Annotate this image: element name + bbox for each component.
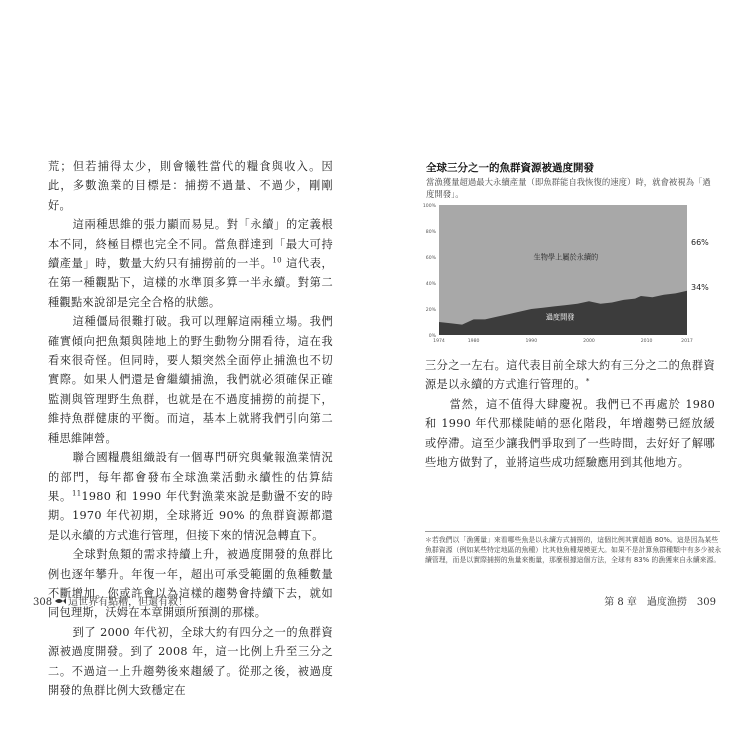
- paragraph-text: 聯合國糧農組織設有一個專門研究與彙報漁業情況的部門，每年都會發布全球漁業活動永續性的估算結果。: [48, 451, 333, 503]
- paragraph: [48, 448, 333, 545]
- paragraph-text: 這兩種思維的張力顯而易見。對「永續」的定義根本不同，終極目標也完全不同。當魚群達到「最大可持續產量」時，數量大約只有捕撈前的一半。: [48, 218, 333, 271]
- series-label-overexploited: 過度開發: [545, 312, 575, 322]
- fish-logo-icon: [54, 597, 66, 608]
- paragraph: [48, 157, 333, 215]
- paragraph-text: 這代表，在第一種觀點下，這樣的水準頂多算一半永續。對第二種觀點來說卻是完全合格的狀態。: [48, 257, 334, 309]
- x-tick-label: 2000: [583, 339, 595, 344]
- footnote-marker[interactable]: *: [585, 377, 590, 386]
- left-footer: [33, 593, 188, 608]
- x-tick-label: 1974: [433, 339, 445, 344]
- paragraph: [48, 215, 333, 312]
- page-number: 308: [33, 597, 53, 608]
- paragraph: [425, 395, 715, 473]
- footnote-divider: [425, 531, 720, 532]
- y-tick-label: 80%: [425, 230, 436, 235]
- paragraph-text: 到了 2000 年代初，全球大約有四分之一的魚群資源被過度開發。到了 2008 年，這一比例上升至三分之二。不過這一上升趨勢後來趨緩了。從那之後，被過度開發的魚群比例大致穩定在: [48, 625, 333, 697]
- x-tick-label: 2010: [640, 339, 653, 344]
- end-label-sustainable: 66%: [691, 238, 709, 248]
- right-body-text: [425, 356, 715, 472]
- x-tick-label: 1980: [467, 339, 480, 344]
- y-tick-label: 0%: [428, 334, 436, 339]
- paragraph: [48, 312, 333, 448]
- book-title: 這世界有點糟，但還有救！: [68, 597, 189, 608]
- paragraph-text: 荒；但若捕得太少，則會犧牲當代的糧食與收入。因此，多數漁業的目標是：捕撈不過量、不過少，剛剛好。: [48, 160, 333, 212]
- paragraph-text: 當然，這不值得大肆慶祝。我們已不再處於 1980 和 1990 年代那樣陡峭的惡化階段，年增趨勢已經放緩或停滯。這至少讓我們爭取到了一些時間，去好好了解哪些地方做對了，並將這些成功經驗應用到其他地方。: [425, 397, 715, 470]
- y-tick-label: 60%: [425, 256, 436, 261]
- footnote-marker[interactable]: 11: [71, 489, 82, 498]
- footnote: ＊若我們以「漁獲量」來看哪些魚是以永續方式捕撈的，這個比例其實超過 80%。這是因為某些魚群資源（例如某些特定地區的魚種）比其他魚種規模更大。如果不是計算魚群種類中有多少被永續管理，而是以實際捕撈的魚量來衡量，那麼根據這個方法，全球有 83% 的漁獲來自永續來源。: [425, 536, 722, 565]
- paragraph: [48, 545, 333, 623]
- area-chart: [422, 200, 725, 350]
- x-tick-label: 2017: [681, 339, 693, 344]
- y-tick-label: 100%: [422, 204, 436, 209]
- paragraph-text: 這種僵局很難打破。我可以理解這兩種立場。我們確實傾向把魚類與陸地上的野生動物分開看待，這在我看來很奇怪。但同時，要人類突然全面停止捕漁也不切實際。如果人們還是會繼續捕漁，我們就必須確保正確監測與管理野生魚群，也就是在不過度捕撈的前提下，維持魚群健康的平衡。而這，基本上就將我們引向第二種思維陣營。: [48, 315, 333, 445]
- chart-subtitle: 當漁獲量超過最大永續產量（即魚群能自我恢復的速度）時，就會被視為「過度開發」。: [426, 177, 711, 199]
- paragraph-text: 三分之一左右。這代表目前全球大約有三分之二的魚群資源是以永續的方式進行管理的。: [425, 359, 715, 392]
- y-tick-label: 20%: [425, 308, 436, 313]
- end-label-overexploited: 34%: [691, 282, 709, 292]
- paragraph: [425, 356, 715, 395]
- chart-title: 全球三分之一的魚群資源被過度開發: [426, 162, 594, 174]
- left-body-text: [48, 157, 333, 700]
- series-label-sustainable: 生物學上屬於永續的: [533, 252, 599, 262]
- paragraph: [48, 623, 333, 701]
- paragraph-text: 1980 和 1990 年代對漁業來說是動盪不安的時期。1970 年代初期，全球將近 90% 的魚群資源都還是以永續的方式進行管理，但接下來的情況急轉直下。: [48, 489, 333, 542]
- y-tick-label: 40%: [425, 282, 436, 287]
- footnote-marker[interactable]: 10: [272, 256, 282, 265]
- right-page: [375, 0, 750, 750]
- x-tick-label: 1990: [525, 339, 538, 344]
- right-footer: 第 8 章 過度漁撈 309: [604, 597, 716, 608]
- paragraph-text: 全球對魚類的需求持續上升，被過度開發的魚群比例也逐年攀升。年復一年，超出可承受範圍的魚種數量不斷增加。你或許會以為這樣的趨勢會持續下去，就如同包理斯，沃姆在本章開頭所預測的那樣。: [48, 548, 333, 620]
